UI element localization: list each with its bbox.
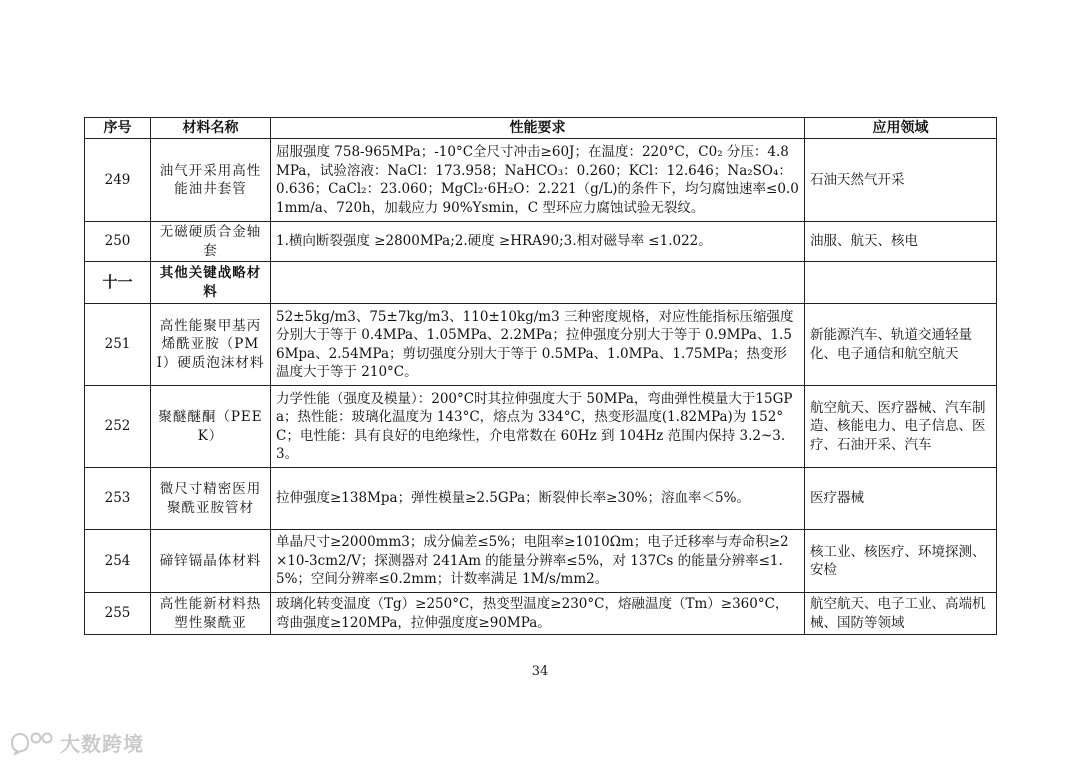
performance-requirement: 屈服强度 758-965MPa；-10°C全尺寸冲击≥60J；在温度：220°C，C0₂ 分压：4.8MPa，试验溶液：NaCl：173.958；NaHCO₃：0.260；KCl：12.646；Na₂SO₄：0.636；CaCl₂：23.060；MgCl₂·6H₂O：2.221（g/L)的条件下，均匀腐蚀速率≤0.01mm/a、720h，加载应力 90%Ysmin，C 型环应力腐蚀试验无裂纹。 (271, 139, 805, 222)
table-header-row (85, 118, 997, 139)
table-row (85, 593, 997, 635)
row-number: 250 (85, 222, 151, 262)
performance-requirement: 拉伸强度≥138Mpa；弹性模量≥2.5GPa；断裂伸长率≥30%；溶血率＜5%。 (271, 468, 805, 530)
table-row (85, 468, 997, 530)
material-name: 微尺寸精密医用聚酰亚胺管材 (151, 468, 271, 530)
table-row (85, 530, 997, 593)
row-number: 255 (85, 593, 151, 635)
performance-requirement: 玻璃化转变温度（Tg）≥250°C，热变型温度≥230°C，熔融温度（Tm）≥360°C，弯曲强度≥120MPa，拉伸强度度≥90MPa。 (271, 593, 805, 635)
material-name: 高性能聚甲基丙烯酰亚胺（PMI）硬质泡沫材料 (151, 304, 271, 386)
chat-bubble-logo-icon (10, 731, 54, 755)
materials-table (84, 117, 997, 635)
row-number: 251 (85, 304, 151, 386)
performance-requirement (271, 262, 805, 304)
page-number: 34 (531, 664, 549, 679)
row-number: 249 (85, 139, 151, 222)
performance-requirement: 力学性能（强度及模量）：200°C时其拉伸强度大于 50MPa，弯曲弹性模量大于15GPa；热性能：玻璃化温度为 143°C，熔点为 334°C，热变形温度(1.82MPa)为 152°C；电性能：具有良好的电绝缘性，介电常数在 60Hz 到 104Hz 范围内保持 3.2~3.3。 (271, 386, 805, 468)
row-number: 253 (85, 468, 151, 530)
performance-requirement: 单晶尺寸≥2000mm3；成分偏差≤5%；电阻率≥1010Ωm；电子迁移率与寿命积≥2×10-3cm2/V；探测器对 241Am 的能量分辨率≤5%，对 137Cs 的能量分辨率≤1.5%；空间分辨率≤0.2mm；计数率满足 1M/s/mm2。 (271, 530, 805, 593)
watermark (10, 728, 144, 757)
header-performance-requirements: 性能要求 (271, 118, 805, 139)
application-field: 医疗器械 (805, 468, 997, 530)
material-name: 碲锌镉晶体材料 (151, 530, 271, 593)
application-field: 油服、航天、核电 (805, 222, 997, 262)
section-title: 其他关键战略材料 (151, 262, 271, 304)
table-row (85, 304, 997, 386)
application-field: 航空航天、医疗器械、汽车制造、核能电力、电子信息、医疗、石油开采、汽车 (805, 386, 997, 468)
row-number: 252 (85, 386, 151, 468)
application-field: 石油天然气开采 (805, 139, 997, 222)
material-name: 油气开采用高性能油井套管 (151, 139, 271, 222)
material-name: 无磁硬质合金轴套 (151, 222, 271, 262)
material-name: 聚醚醚酮（PEEK） (151, 386, 271, 468)
table-row (85, 139, 997, 222)
application-field (805, 262, 997, 304)
performance-requirement: 1.横向断裂强度 ≥2800MPa;2.硬度 ≥HRA90;3.相对磁导率 ≤1.022。 (271, 222, 805, 262)
table-row (85, 222, 997, 262)
section-row (85, 262, 997, 304)
performance-requirement: 52±5kg/m3、75±7kg/m3、110±10kg/m3 三种密度规格，对应性能指标压缩强度分别大于等于 0.4MPa、1.05MPa、2.2MPa；拉伸强度分别大于等于 0.9MPa、1.56Mpa、2.54MPa；剪切强度分别大于等于 0.5MPa、1.0MPa、1.75MPa；热变形温度大于等于 210°C。 (271, 304, 805, 386)
application-field: 航空航天、电子工业、高端机械、国防等领域 (805, 593, 997, 635)
section-number: 十一 (85, 262, 151, 304)
header-application-field: 应用领域 (805, 118, 997, 139)
header-serial-number: 序号 (85, 118, 151, 139)
row-number: 254 (85, 530, 151, 593)
application-field: 核工业、核医疗、环境探测、安检 (805, 530, 997, 593)
application-field: 新能源汽车、轨道交通轻量化、电子通信和航空航天 (805, 304, 997, 386)
header-material-name: 材料名称 (151, 118, 271, 139)
watermark-text: 大数跨境 (60, 732, 144, 756)
material-name: 高性能新材料热塑性聚酰亚 (151, 593, 271, 635)
table-row (85, 386, 997, 468)
